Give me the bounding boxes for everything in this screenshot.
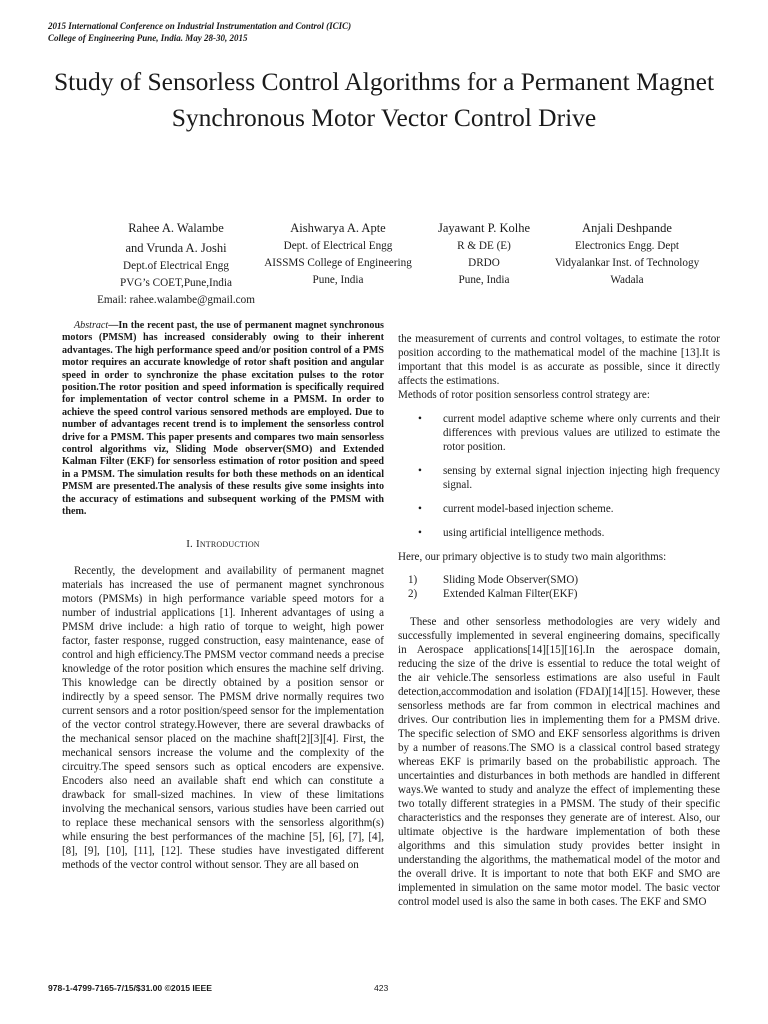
author-email: Email: rahee.walambe@gmail.com [97, 294, 255, 306]
body-paragraph: Methods of rotor position sensorless control strategy are: [398, 389, 650, 401]
author-affiliation: Dept.of Electrical Engg [123, 260, 229, 272]
author-affiliation: AISSMS College of Engineering [264, 257, 412, 269]
copyright-footer: 978-1-4799-7165-7/15/$31.00 ©2015 IEEE [48, 983, 213, 993]
author-affiliation: DRDO [468, 257, 500, 269]
numbered-list [398, 574, 720, 601]
conference-header [48, 20, 351, 44]
abstract [62, 320, 384, 519]
abstract-text: —In the recent past, the use of permanent magnet synchronous motors (PMSM) has increased considerably owing to their inherent advantages. The high performance speed and/or position control of a PMS motor requires an accurate knowledge of rotor shaft position and angular speed in order to synchronize the phase excitation pulses to the rotor position.The rotor position and speed information is specifically required for implementation of vector control scheme in a PMSM. In order to achieve the speed control various sensored methods are employed. Due to number of advantages recent trend is to implement the sensorless control drive for a PMSM. This paper presents and compares two main sensorless control algorithms viz, Sliding Mode observer(SMO) and Extended Kalman Filter (EKF) for sensorless estimation of rotor position and speed in a PMSM. The simulation results for both these methods on an identical PMSM are presented.The analysis of these results give some insights into the accuracy of estimations and subsequent working of the PMSM with them. [62, 320, 384, 518]
list-item [398, 588, 720, 602]
author-name: Aishwarya A. Apte [290, 221, 386, 235]
list-item-text: sensing by external signal injection injecting high frequency signal. [443, 465, 720, 491]
page-number: 423 [374, 983, 389, 993]
author-affiliation: Pune, India [312, 274, 364, 286]
body-paragraph: Recently, the development and availability of permanent magnet materials has increased the use of permanent magnet synchronous motors (PMSMs) in high performance variable speed motors for a number of industrial applications [1]. Inherent advantages of using a PMSM drive include: a high ratio of torque to weight, high power factor, faster response, rugged construction, easy maintenance, ease of control and high efficiency.The PMSM vector command needs a precise knowledge of the rotor position which ensures the machine self driving. This knowledge can be directly obtained by a position sensor or indirectly by a speed sensor. The PMSM drive normally requires two current sensors and a rotor position/speed sensor for the implementation of the vector control strategy.However, there are several drawbacks of the mechanical sensor placed on the machine shaft[2][3][4]. First, the mechanical sensors increase the volume and the complexity of the circuitry.The speed sensors such as optical encoders are expensive. Encoders also need an available shaft end which can constitute a drawback for small-sized machines. In view of these limitations involving the mechanical sensors, various studies have been carried out to replace these mechanical sensors with the sensorless algorithm(s) while ensuring the best performances of the machine [5], [6], [7], [4], [8], [9], [10], [11], [12]. These studies have investigated different methods of the vector control without sensor. They are all based on [62, 564, 384, 871]
list-item-text: Extended Kalman Filter(EKF) [443, 587, 578, 600]
list-number: 1) [408, 574, 418, 586]
section-heading: I. Introduction [186, 537, 260, 550]
left-column [62, 320, 384, 872]
author-name: Jayawant P. Kolhe [438, 221, 530, 235]
list-item [398, 464, 720, 492]
author-name: and Vrunda A. Joshi [125, 241, 227, 255]
bullet-icon: • [418, 503, 422, 515]
body-paragraph: These and other sensorless methodologies are very widely and successfully implemented in several engineering domains, specifically in Aerospace applications[14][15][16].In the aerospace domain, reducing the size of the drive is essential to reduce the total weight of the air vehicle.The sensorless estimations are also useful in Fault detection,accommodation and isolation (FDAI)[14][15]. However, these sensorless methods are far from common in electrical machines and drives. Our contribution lies in implementing them for a PMSM drive. The specific selection of SMO and EKF sensorless algorithms is driven by a number of reasons.The SMO is a classical control based strategy whereas EKF is primarily based on the probabilistic approach. The uncertainties and disturbances in both methods are handled in different ways.We wanted to study and analyze the effect of implementing these two totally different strategies in a PMSM. The study of their specific characteristics and the responses they generate are of interest. Also, our ultimate objective is the hardware implementation of both these algorithms and this simulation study provides better insight in understanding the algorithms, the mathematical model of the motor and the overall drive. It is important to note that both EKF and SMO are implemented in simulation on the same motor model. The basic vector control model used is also the same in both cases. The EKF and SMO [398, 616, 720, 908]
author-affiliation: Vidyalankar Inst. of Technology [554, 257, 700, 269]
list-item [398, 412, 720, 454]
author-affiliation: R & DE (E) [457, 240, 511, 252]
author-affiliation: Wadala [610, 274, 644, 286]
list-item [398, 502, 720, 516]
author-block-3 [424, 218, 544, 289]
list-number: 2) [408, 587, 418, 600]
paper-title: Study of Sensorless Control Algorithms for a Permanent Magnet Synchronous Motor Vector Control Drive [53, 67, 715, 132]
author-block-4 [540, 218, 714, 289]
author-name: Rahee A. Walambe [128, 221, 224, 235]
author-block-2 [250, 218, 426, 289]
author-name: Anjali Deshpande [582, 221, 672, 235]
bullet-icon: • [418, 465, 422, 477]
list-item-text: current model adaptive scheme where only currents and their differences with previous values are utilized to estimate the rotor position. [443, 413, 720, 453]
abstract-label: Abstract [74, 320, 109, 331]
list-item [398, 526, 720, 540]
list-item-text: Sliding Mode Observer(SMO) [443, 574, 579, 586]
conference-venue: College of Engineering Pune, India. May 28-30, 2015 [48, 33, 248, 43]
author-affiliation: PVG’s COET,Pune,India [120, 277, 232, 289]
list-item [398, 574, 720, 588]
author-affiliation: Dept. of Electrical Engg [283, 240, 393, 252]
author-affiliation: Pune, India [458, 274, 510, 286]
list-item-text: using artificial intelligence methods. [443, 527, 605, 539]
body-paragraph: Here, our primary objective is to study two main algorithms: [398, 551, 667, 563]
author-affiliation: Electronics Engg. Dept [574, 240, 680, 252]
conference-name: 2015 International Conference on Industrial Instrumentation and Control (ICIC) [48, 21, 352, 31]
bullet-icon: • [418, 413, 422, 425]
right-column [398, 332, 720, 909]
bullet-icon: • [418, 527, 422, 539]
bullet-list [398, 412, 720, 540]
list-item-text: current model-based injection scheme. [443, 503, 614, 515]
body-paragraph: the measurement of currents and control voltages, to estimate the rotor position according to the mathematical model of the machine [13].It is important that this model is as accurate as possible, since it directly affects the estimations. [398, 333, 720, 387]
